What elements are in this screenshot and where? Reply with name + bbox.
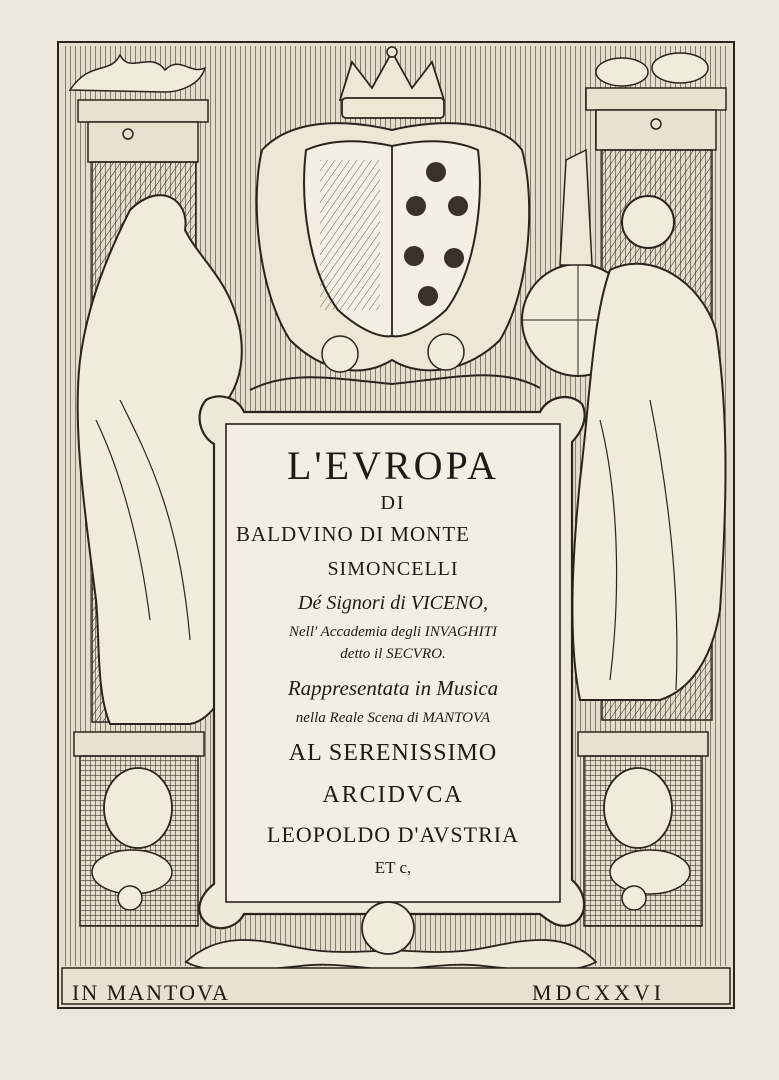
right-pedestal <box>578 732 708 926</box>
title-block <box>232 430 554 900</box>
dedication-line-2: ARCIDVCA <box>322 782 464 808</box>
by-line: DI <box>380 492 406 514</box>
performance-line: Rappresentata in Musica <box>287 676 499 700</box>
imprint-year: MDCXXVI <box>532 980 666 1005</box>
academy-line: Nell' Accademia degli INVAGHITI <box>288 624 498 640</box>
coat-of-arms <box>257 123 529 370</box>
venue-line: nella Reale Scena di MANTOVA <box>295 710 491 726</box>
imprint-place: IN MANTOVA <box>72 980 230 1005</box>
work-title: L'EVROPA <box>287 443 499 488</box>
left-pedestal <box>74 732 204 926</box>
dedication-line-3: LEOPOLDO D'AVSTRIA <box>267 822 519 847</box>
academy-nickname: detto il SECVRO. <box>340 646 446 662</box>
dedication-line-1: AL SERENISSIMO <box>288 740 498 766</box>
dedication-line-4: ET c, <box>374 858 412 877</box>
author-name: BALDVINO DI MONTE <box>236 522 470 546</box>
author-lineage: Dé Signori di VICENO, <box>298 592 488 614</box>
author-surname: SIMONCELLI <box>327 558 459 580</box>
